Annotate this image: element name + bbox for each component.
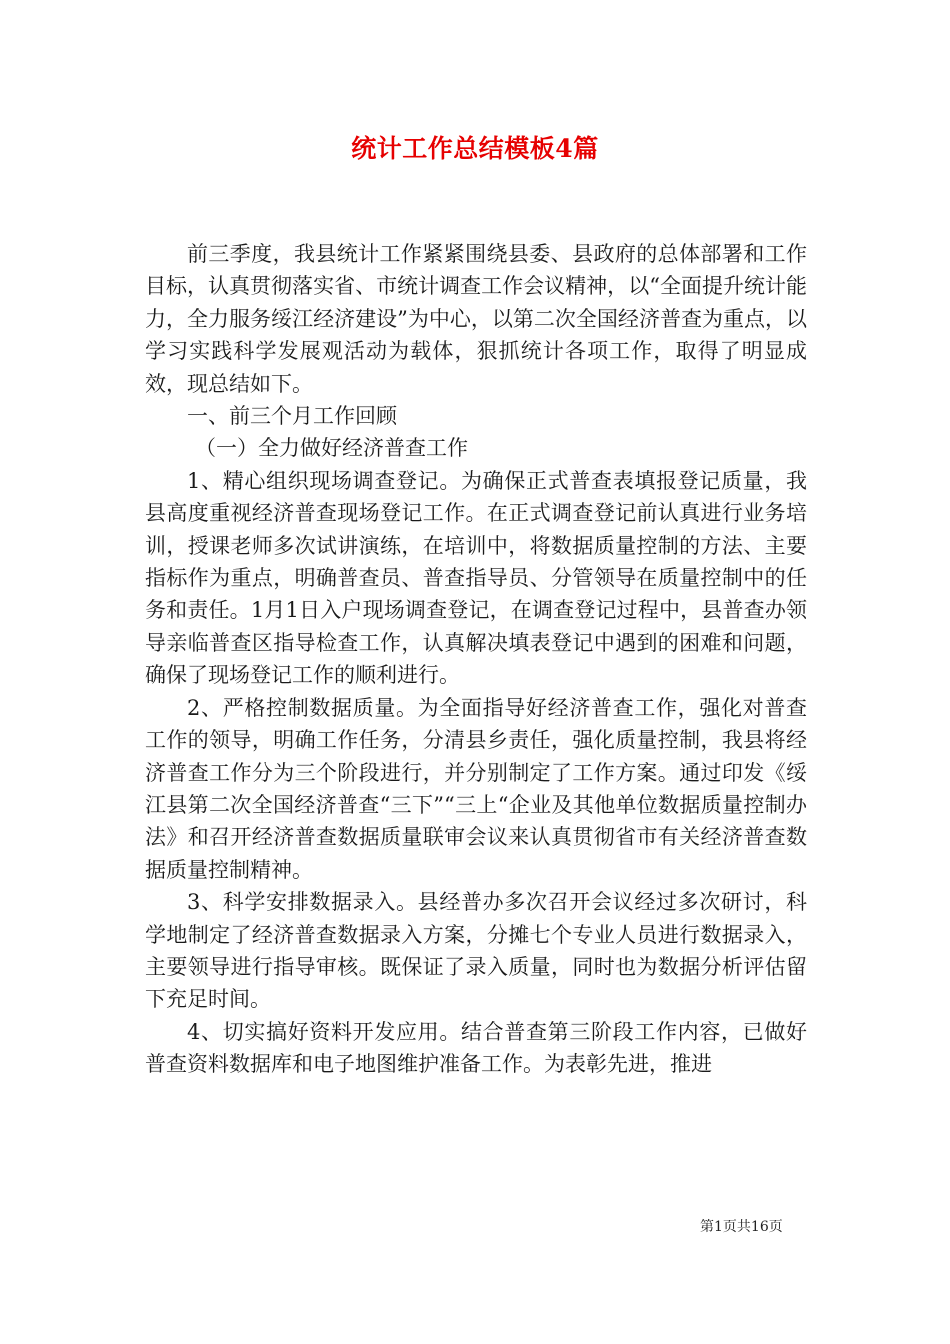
body-paragraph-4: 4、切实搞好资料开发应用。结合普查第三阶段工作内容，已做好普查资料数据库和电子地图维护准备工作。为表彰先进，推进 <box>145 1019 807 1077</box>
intro-paragraph: 前三季度，我县统计工作紧紧围绕县委、县政府的总体部署和工作目标，认真贯彻落实省、市统计调查工作会议精神，以“全面提升统计能力，全力服务绥江经济建设”为中心，以第二次全国经济普查为重点，以学习实践科学发展观活动为载体，狠抓统计各项工作，取得了明显成效，现总结如下。 <box>145 242 807 396</box>
document-body <box>145 238 807 1081</box>
section-heading: 一、前三个月工作回顾 <box>187 404 397 429</box>
body-paragraph-2: 2、严格控制数据质量。为全面指导好经济普查工作，强化对普查工作的领导，明确工作任务，分清县乡责任，强化质量控制，我县将经济普查工作分为三个阶段进行，并分别制定了工作方案。通过印发《绥江县第二次全国经济普查“三下”“三上“企业及其他单位数据质量控制办法》和召开经济普查数据质量联审会议来认真贯彻省市有关经济普查数据质量控制精神。 <box>145 695 807 882</box>
body-paragraph-1: 1、精心组织现场调查登记。为确保正式普查表填报登记质量，我县高度重视经济普查现场登记工作。在正式调查登记前认真进行业务培训，授课老师多次试讲演练，在培训中，将数据质量控制的方法、主要指标作为重点，明确普查员、普查指导员、分管领导在质量控制中的任务和责任。1月1日入户现场调查登记，在调查登记过程中，县普查办领导亲临普查区指导检查工作，认真解决填表登记中遇到的困难和问题，确保了现场登记工作的顺利进行。 <box>145 468 807 688</box>
body-paragraph-3: 3、科学安排数据录入。县经普办多次召开会议经过多次研讨，科学地制定了经济普查数据录入方案，分摊七个专业人员进行数据录入，主要领导进行指导审核。既保证了录入质量，同时也为数据分析评估留下充足时间。 <box>145 890 807 1012</box>
subsection-heading: （一）全力做好经济普查工作 <box>195 436 468 461</box>
document-title: 统计工作总结模板4篇 <box>351 134 599 163</box>
page-number-footer: 第1页共16页 <box>700 1219 783 1235</box>
